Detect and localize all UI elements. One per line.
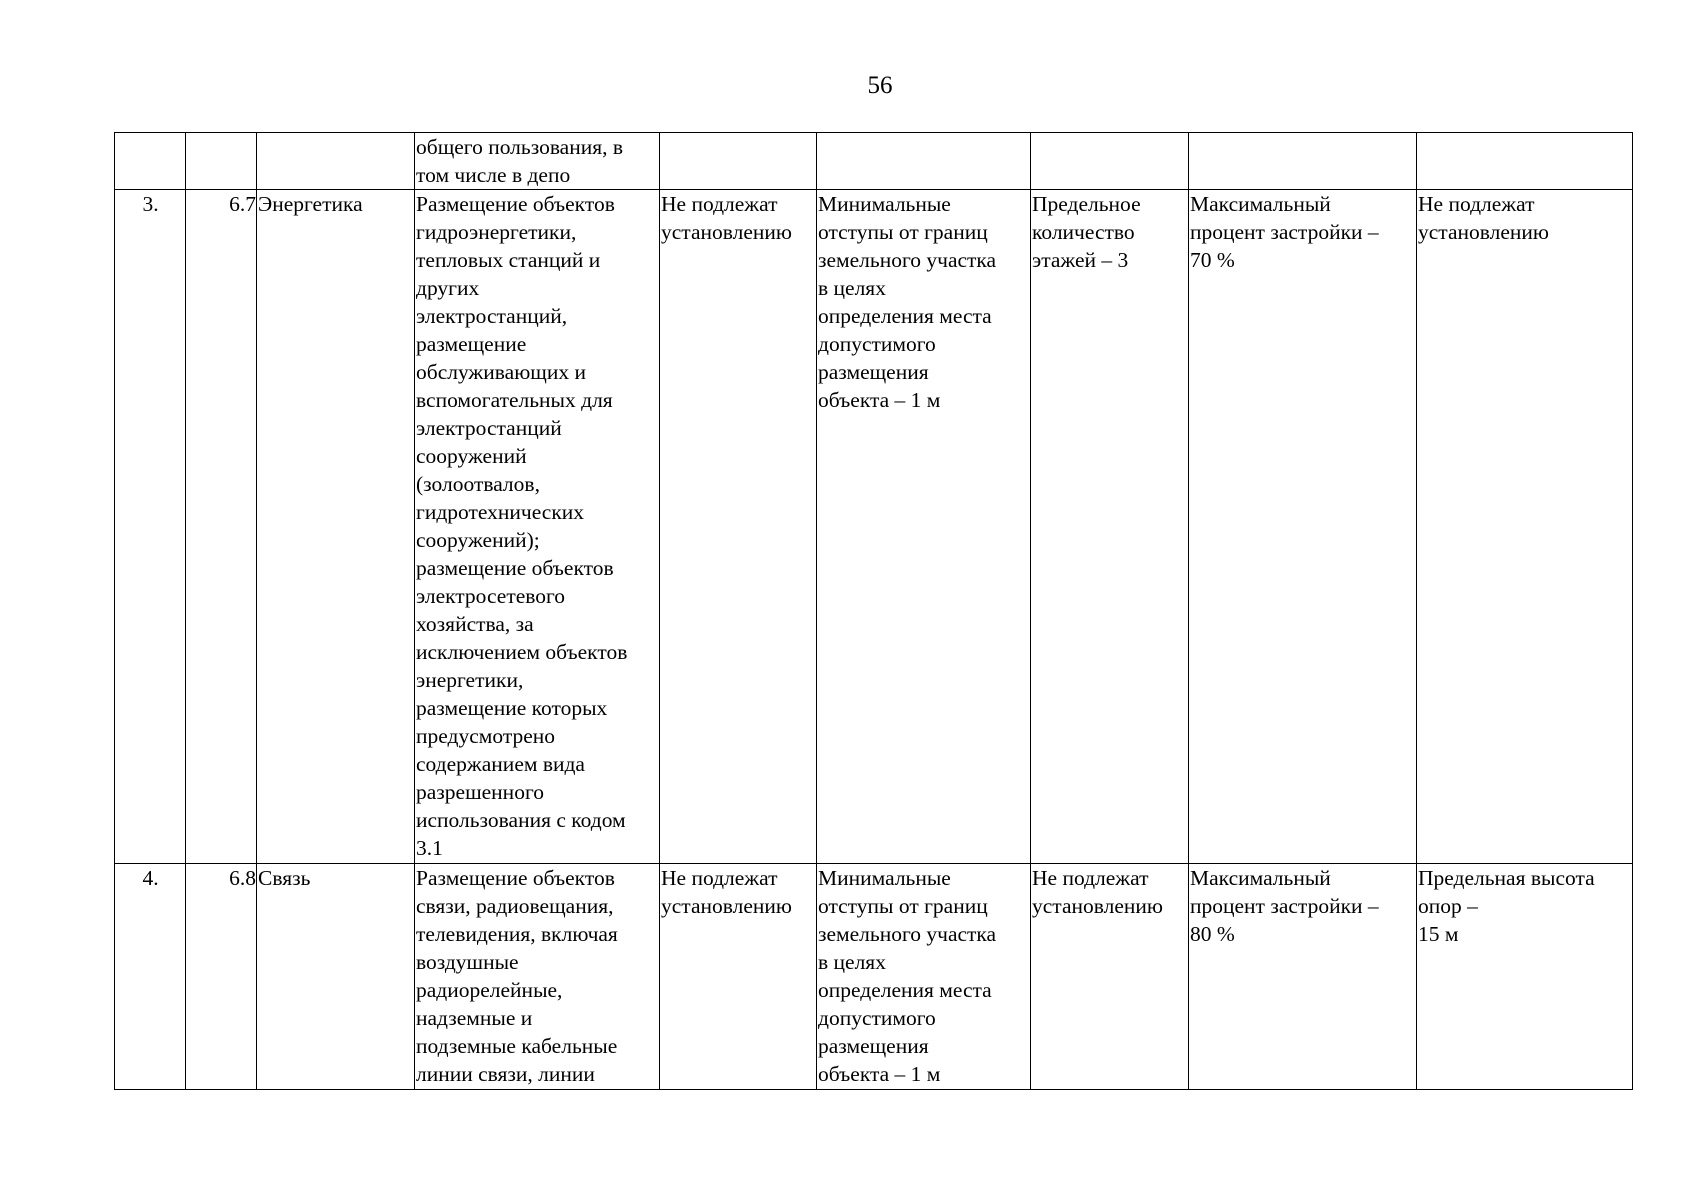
table-row [115,190,1633,864]
cell-other [1417,133,1633,190]
cell-number: 3. [115,190,186,864]
cell-coverage: Максимальный процент застройки – 70 % [1189,190,1417,864]
cell-number [115,133,186,190]
cell-other: Предельная высота опор – 15 м [1417,864,1633,1090]
cell-code: 6.8 [186,864,257,1090]
cell-use-name: Энергетика [257,190,415,864]
cell-other: Не подлежат установлению [1417,190,1633,864]
page-number: 56 [867,72,893,99]
cell-use-name: Связь [257,864,415,1090]
cell-number: 4. [115,864,186,1090]
cell-coverage: Максимальный процент застройки – 80 % [1189,864,1417,1090]
cell-plot-size [660,133,817,190]
cell-setbacks: Минимальные отступы от границ земельного участка в целях определения места допустимого размещения объекта – 1 м [817,864,1031,1090]
zoning-table [114,132,1633,1090]
cell-description: Размещение объектов связи, радиовещания, телевидения, включая воздушные радиорелейные, надземные и подземные кабельные линии связи, линии [415,864,660,1090]
cell-floors: Предельное количество этажей – 3 [1031,190,1189,864]
cell-floors [1031,133,1189,190]
cell-description: общего пользования, в том числе в депо [415,133,660,190]
table-row [115,133,1633,190]
cell-plot-size: Не подлежат установлению [660,190,817,864]
cell-code [186,133,257,190]
cell-plot-size: Не подлежат установлению [660,864,817,1090]
cell-coverage [1189,133,1417,190]
table-row [115,864,1633,1090]
cell-use-name [257,133,415,190]
cell-floors: Не подлежат установлению [1031,864,1189,1090]
cell-description: Размещение объектов гидроэнергетики, тепловых станций и других электростанций, размещение обслуживающих и вспомогательных для электростанций сооружений (золоотвалов, гидротехнических сооружений); размещение объектов электросетевого хозяйства, за исключением объектов энергетики, размещение которых предусмотрено содержанием вида разрешенного использования с кодом 3.1 [415,190,660,864]
cell-setbacks [817,133,1031,190]
cell-code: 6.7 [186,190,257,864]
cell-setbacks: Минимальные отступы от границ земельного участка в целях определения места допустимого размещения объекта – 1 м [817,190,1031,864]
